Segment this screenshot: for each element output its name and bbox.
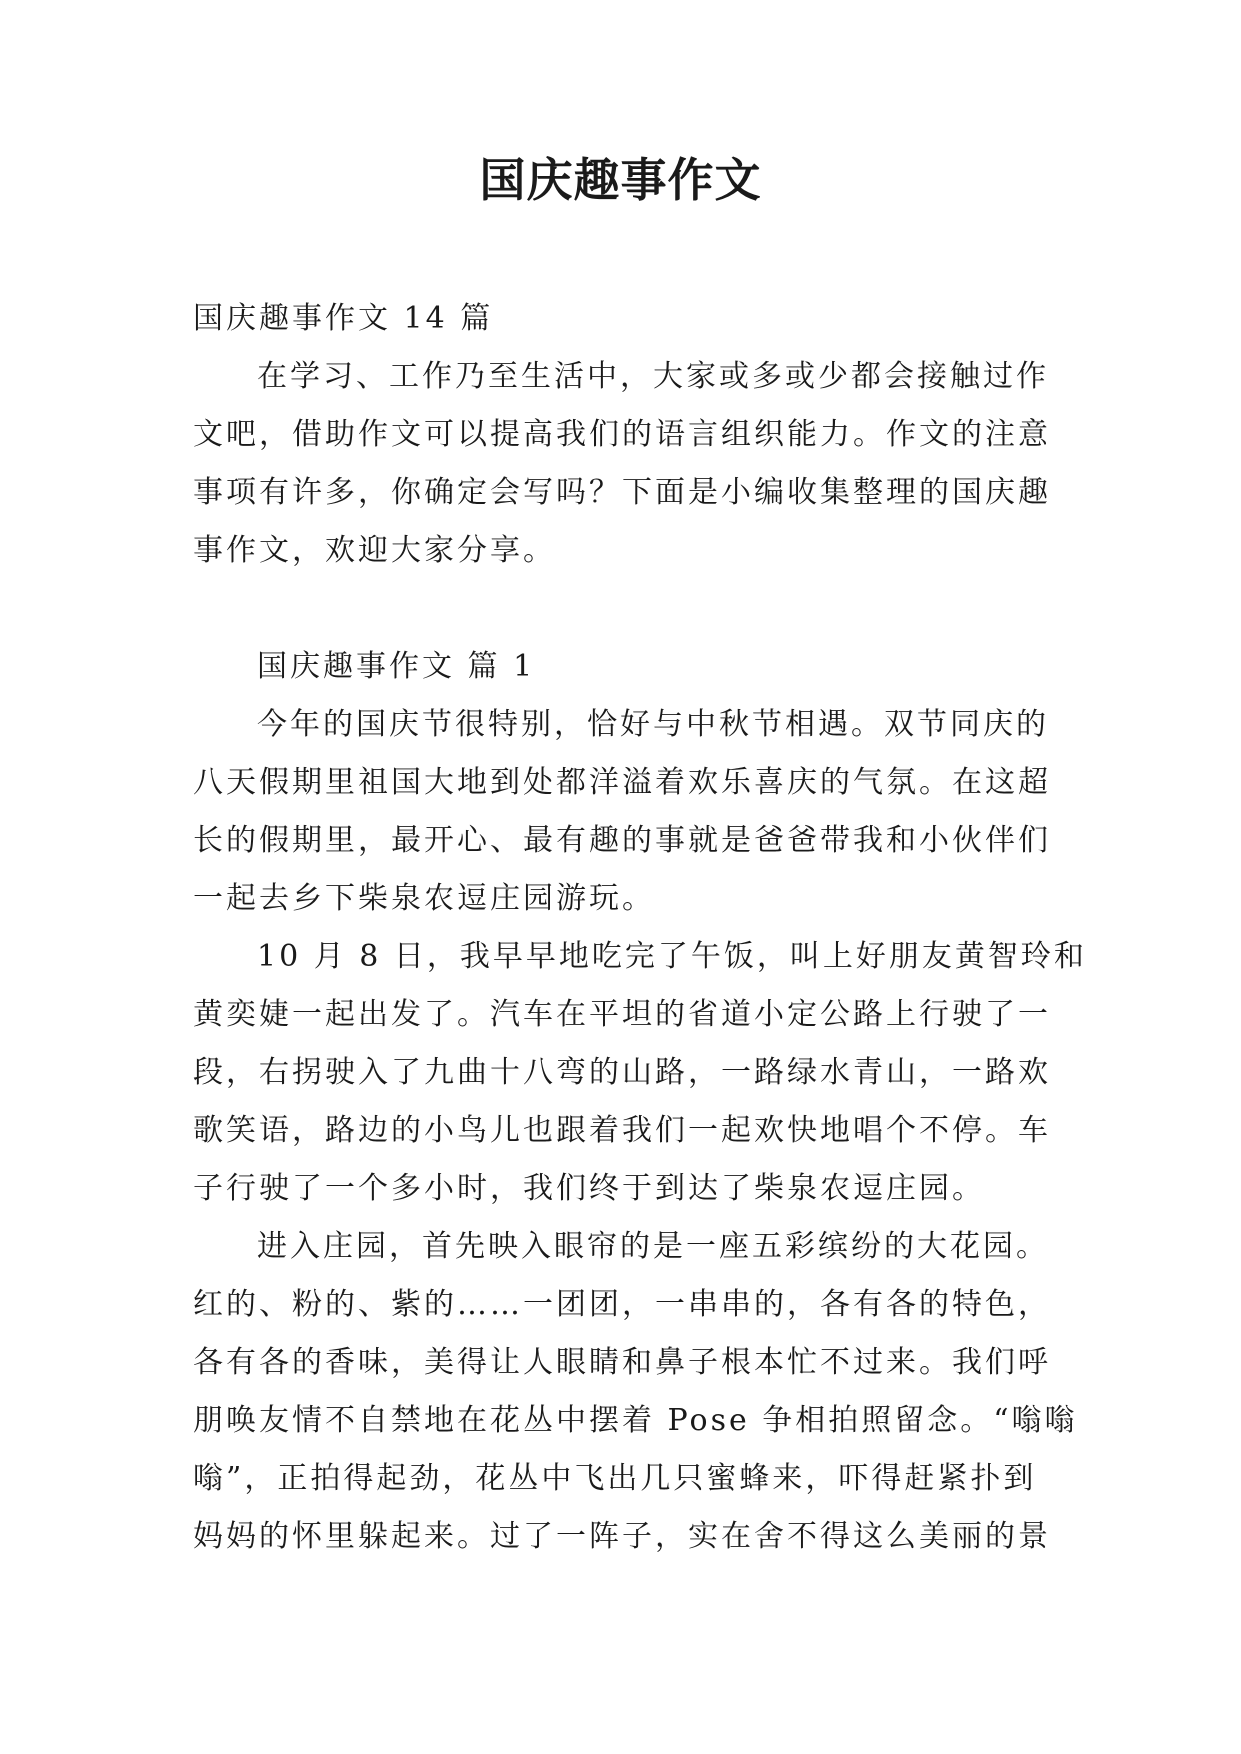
paragraph-line: 子行驶了一个多小时，我们终于到达了柴泉农逗庄园。: [193, 1171, 985, 1206]
section-heading: 国庆趣事作文 篇 1: [257, 649, 536, 684]
paragraph-line: 各有各的香味，美得让人眼睛和鼻子根本忙不过来。我们呼: [193, 1345, 1051, 1380]
document-body: [193, 290, 1087, 1566]
paragraph-line: 一起去乡下柴泉农逗庄园游玩。: [193, 881, 655, 916]
document-title: 国庆趣事作文: [479, 153, 762, 207]
paragraph-line: 长的假期里，最开心、最有趣的事就是爸爸带我和小伙伴们: [193, 823, 1051, 858]
paragraph-3: [193, 1218, 1078, 1566]
paragraph-line: 今年的国庆节很特别，恰好与中秋节相遇。双节同庆的: [257, 707, 1049, 742]
intro-line: 文吧，借助作文可以提高我们的语言组织能力。作文的注意: [193, 417, 1051, 452]
paragraph-line: 红的、粉的、紫的……一团团，一串串的，各有各的特色，: [193, 1287, 1051, 1322]
paragraph-2: [193, 928, 1087, 1218]
paragraph-gap: [193, 580, 1053, 638]
paragraph-1: [193, 696, 1053, 928]
paragraph-line: 朋唤友情不自禁地在花丛中摆着 Pose 争相拍照留念。“嗡嗡: [193, 1403, 1078, 1438]
intro-line: 事项有许多，你确定会写吗？下面是小编收集整理的国庆趣: [193, 475, 1051, 510]
paragraph-line: 10 月 8 日，我早早地吃完了午饭，叫上好朋友黄智玲和: [257, 939, 1087, 974]
intro-line: 事作文，欢迎大家分享。: [193, 533, 556, 568]
intro-line: 在学习、工作乃至生活中，大家或多或少都会接触过作: [257, 359, 1049, 394]
intro-paragraph: [193, 348, 1053, 580]
paragraph-line: 八天假期里祖国大地到处都洋溢着欢乐喜庆的气氛。在这超: [193, 765, 1051, 800]
paragraph-line: 嗡”，正拍得起劲，花丛中飞出几只蜜蜂来，吓得赶紧扑到: [193, 1461, 1037, 1496]
paragraph-line: 歌笑语，路边的小鸟儿也跟着我们一起欢快地唱个不停。车: [193, 1113, 1051, 1148]
paragraph-line: 进入庄园，首先映入眼帘的是一座五彩缤纷的大花园。: [257, 1229, 1049, 1264]
paragraph-line: 段，右拐驶入了九曲十八弯的山路，一路绿水青山，一路欢: [193, 1055, 1051, 1090]
paragraph-line: 妈妈的怀里躲起来。过了一阵子，实在舍不得这么美丽的景: [193, 1519, 1051, 1554]
document-subtitle: 国庆趣事作文 14 篇: [193, 301, 494, 336]
paragraph-line: 黄奕婕一起出发了。汽车在平坦的省道小定公路上行驶了一: [193, 997, 1051, 1032]
